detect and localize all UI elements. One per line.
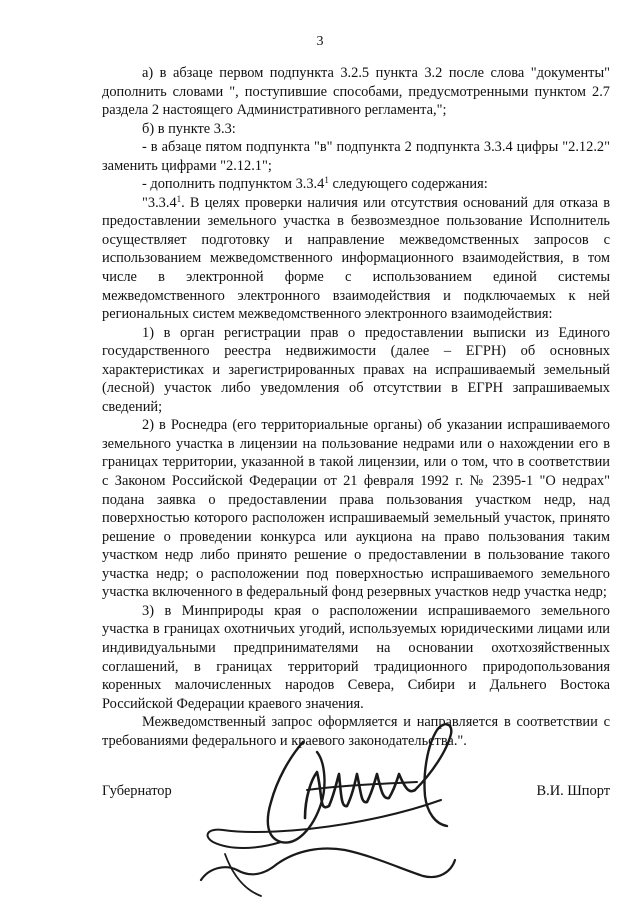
subclause-number: "3.3.4 — [142, 194, 177, 211]
add-subclause-text: - дополнить подпунктом 3.3.4 — [142, 176, 325, 193]
superscript: 1 — [324, 175, 329, 186]
page-number: 3 — [316, 34, 324, 49]
add-subclause-text-end: следующего содержания: — [328, 176, 488, 193]
amendment-item-replace-digits: - в абзаце пятом подпункта "в" подпункта 2 подпункта 3.3.4 цифры "2.12.2" заменить цифрами "2.12.1"; — [102, 139, 610, 174]
list-item-3: 3) в Минприроды края о расположении испрашиваемого земельного участка в границах охотничьих угодий, используемых юридическими лицами или индивидуальными предпринимателями на основании охотхозяйственных соглашений, в границах территорий традиционного природопользования коренных малочисленных народов Севера, Сибири и Дальнего Востока Российской Федерации краевого значения. — [102, 602, 610, 712]
signatory-title: Губернатор — [102, 783, 172, 799]
document-body — [102, 64, 610, 750]
amendment-paragraph-a: а) в абзаце первом подпункта 3.2.5 пункта 3.2 после слова "документы" дополнить словами ", поступившие способами, предусмотренными пунктом 2.7 раздела 2 настоящего Административного регламента,"; — [102, 65, 610, 119]
handwritten-signature — [185, 700, 485, 900]
superscript: 1 — [176, 193, 182, 204]
signatory-name: В.И. Шпорт — [536, 783, 610, 799]
list-item-1: 1) в орган регистрации прав о предоставлении выписки из Единого государственного реестра недвижимости (далее – ЕГРН) об основных характеристиках и зарегистрированных правах на испрашиваемый земельный (лесной) участок либо уведомления об отсутствии в ЕГРН запрашиваемых сведений; — [102, 324, 610, 415]
amendment-paragraph-b: б) в пункте 3.3: — [142, 120, 236, 137]
amendment-item-add-subclause — [102, 175, 610, 194]
list-item-2: 2) в Роснедра (его территориальные органы) об указании испрашиваемого земельного участка в лицензии на пользование недрами или о нахождении его в границах территории, указанной в такой лицензии, или о том, что в соответствии с Законом Российской Федерации от 21 февраля 1992 г. № 2395-1 "О недрах" подана заявка о предоставлении права пользования участком недр, над поверхностью которого расположен испрашиваемый земельный участок, принято решение о проведении конкурса или аукциона на право пользования таким участком недр либо принято решение о предоставлении в пользование такого участка недр; о расположении под поверхностью испрашиваемого земельного участка включенного в федеральный фонд резервных участков недр участка недр; — [102, 417, 610, 601]
closing-paragraph: Межведомственный запрос оформляется и направляется в соответствии с требованиями федерального и краевого законодательства.". — [102, 714, 610, 749]
subclause-intro — [102, 194, 610, 324]
subclause-intro-text: . В целях проверки наличия или отсутствия оснований для отказа в предоставлении земельного участка в безвозмездное пользование Исполнитель осуществляет подготовку и направление межведомственных запросов с использованием межведомственного информационного взаимодействия, в том числе в электронной форме с использованием единой системы межведомственного электронного взаимодействия и подключаемых к ней региональных систем межведомственного электронного взаимодействия: — [102, 194, 610, 323]
